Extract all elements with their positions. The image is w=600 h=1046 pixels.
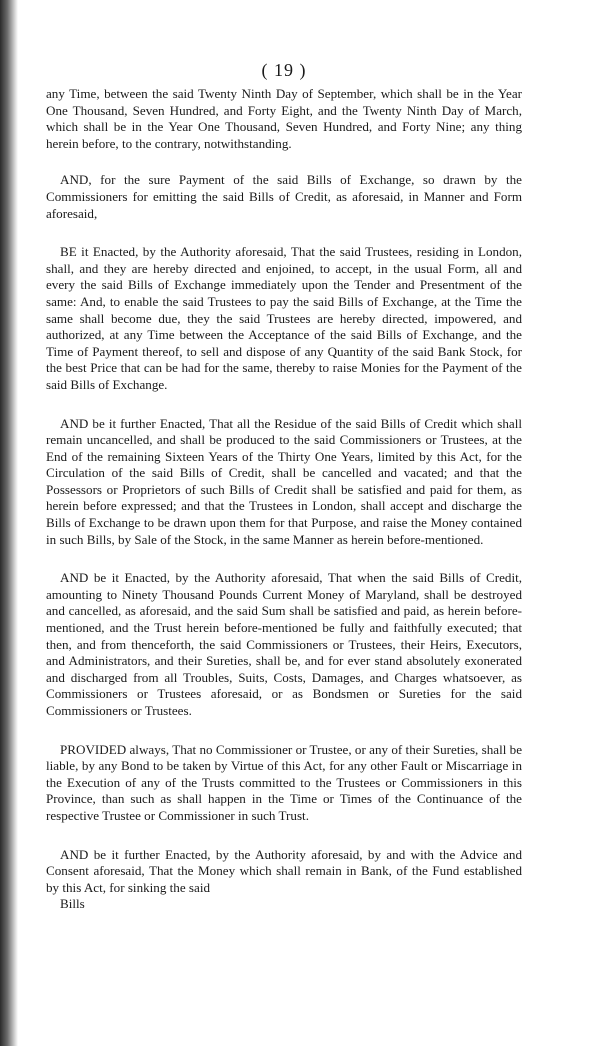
paragraph-residue-of-bills: AND be it further Enacted, That all the Residue of the said Bills of Credit which shall remain uncancelled, and shall be produced to the said Commissioners or Trustees, at the End of the remaining Sixteen Years of the Thirty One Years, limited by this Act, for the Circulation of the said Bills of Credit, shall be cancelled and vacated; and that the Possessors or Proprietors of such Bills of Credit shall be satisfied and paid for them, as herein before expressed; and that the Trustees in London, shall accept and discharge the Bills of Exchange to be drawn upon them for that Purpose, and raise the Money contained in such Bills, by Sale of the Stock, in the same Manner as herein before-mentioned. — [46, 415, 522, 547]
paragraph-sure-payment: AND, for the sure Payment of the said Bills of Exchange, so drawn by the Commissioners for emitting the said Bills of Credit, as aforesaid, in Manner and Form aforesaid, — [46, 172, 522, 221]
page-number: ( 19 ) — [261, 60, 307, 80]
paragraph-money-in-bank-text: AND be it further Enacted, by the Authority aforesaid, by and with the Advice and Consent aforesaid, That the Money which shall remain in Bank, of the Fund established by this Act, for sinking the said — [46, 846, 522, 895]
document-page — [46, 60, 522, 913]
paragraph-exoneration: AND be it Enacted, by the Authority aforesaid, That when the said Bills of Credit, amounting to Ninety Thousand Pounds Current Money of Maryland, shall be destroyed and cancelled, as aforesaid, and the said Sum shall be satisfied and paid, as herein before-mentioned, and the Trust herein before-mentioned be fully and faithfully executed; that then, and from thenceforth, the said Commissioners or Trustees, their Heirs, Executors, and Administrators, and their Sureties, shall be, and for ever stand absolutely exonerated and discharged from all Troubles, Suits, Costs, Damages, and Charges whatsoever, as Commissioners or Trustees aforesaid, or as Bondsmen or Sureties for the said Commissioners or Trustees. — [46, 570, 522, 718]
paragraph-provided-always: PROVIDED always, That no Commissioner or Trustee, or any of their Sureties, shall be liable, by any Bond to be taken by Virtue of this Act, for any other Fault or Miscarriage in the Execution of any of the Trusts committed to the Trustees or Commissioners in this Province, than such as shall happen in the Time or Times of the Continuance of the respective Trustee or Commissioner in such Trust. — [46, 741, 522, 823]
scan-edge-shadow — [0, 0, 18, 1046]
paragraph-continuation: any Time, between the said Twenty Ninth Day of September, which shall be in the Year One Thousand, Seven Hundred, and Forty Eight, and the Twenty Ninth Day of March, which shall be in the Year One Thousand, Seven Hundred, and Forty Nine; any thing herein before, to the contrary, notwithstanding. — [46, 86, 522, 151]
paragraph-be-it-enacted: BE it Enacted, by the Authority aforesaid, That the said Trustees, residing in London, shall, and they are hereby directed and enjoined, to accept, in the usual Form, all and every the said Bills of Exchange immediately upon the Tender and Presentment of the same: And, to enable the said Trustees to pay the said Bills of Exchange, at the Time the same shall become due, they the said Trustees are hereby directed, impowered, and authorized, at any Time between the Acceptance of the said Bills of Exchange, and the Time of Payment thereof, to sell and dispose of any Quantity of the said Bank Stock, for the best Price that can be had for the same, thereby to raise Monies for the Payment of the said Bills of Exchange. — [46, 244, 522, 392]
catchword: Bills — [60, 896, 85, 912]
paragraph-money-in-bank — [46, 847, 522, 913]
